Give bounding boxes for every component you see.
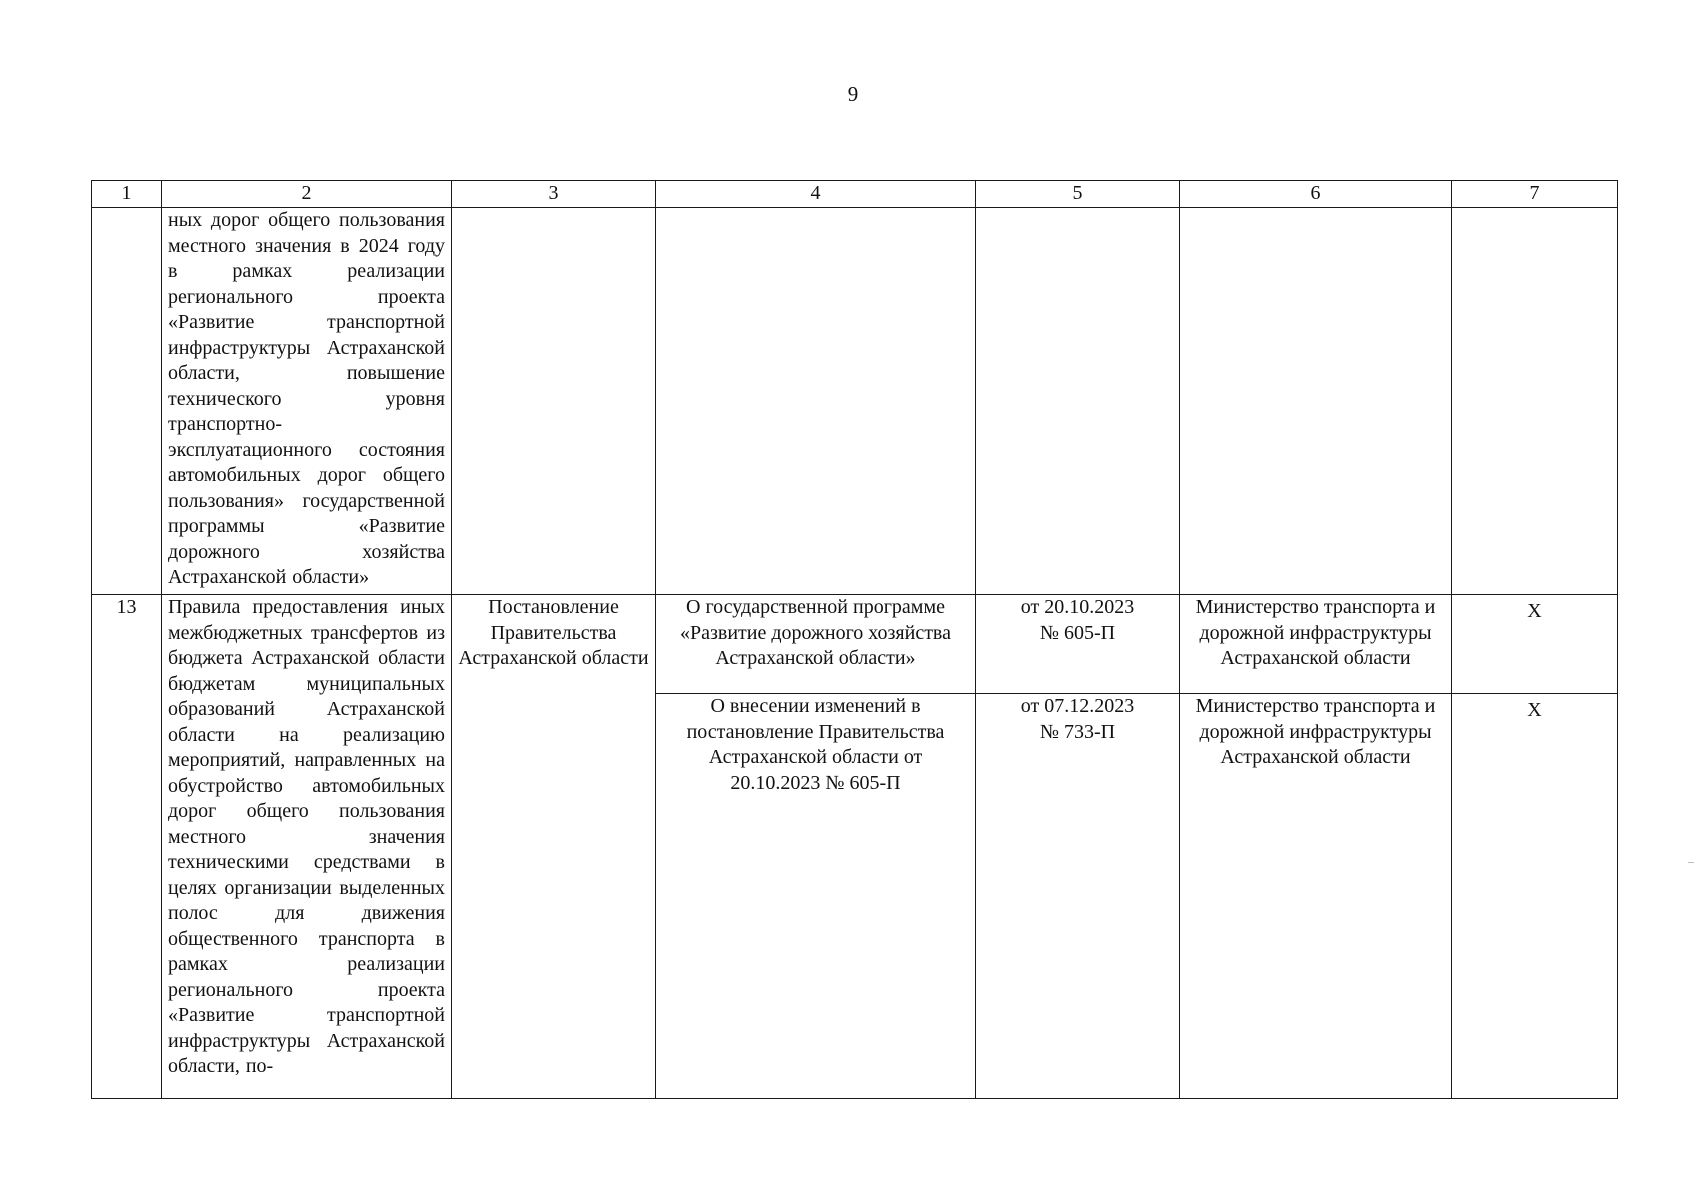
row-number-cell: 13 bbox=[92, 595, 162, 1099]
column-header: 6 bbox=[1180, 181, 1452, 208]
row-number-cell bbox=[92, 208, 162, 595]
x-mark: X bbox=[1527, 699, 1542, 721]
table-row-13 bbox=[92, 595, 1618, 694]
document-title-cell: О государственной программе «Развитие дорожного хозяйства Астраханской области» bbox=[656, 595, 976, 694]
document-date: от 20.10.2023 bbox=[1020, 596, 1135, 618]
description-cell: Правила предоставления иных межбюджетных трансфертов из бюджета Астраханской области бюджетам муниципальных образований Астраханской области на реализацию мероприятий, направленных на обустройство автомобильных дорог общего пользования местного значения техническими средствами в целях организации выделенных полос для движения общественного транспорта в рамках реализации регионального проекта «Развитие транспортной инфраструктуры Астраханской области, по- bbox=[162, 595, 452, 1099]
column-header: 4 bbox=[656, 181, 976, 208]
header-row bbox=[92, 181, 1618, 208]
description-cell: ных дорог общего пользования местного значения в 2024 году в рамках реализации регионального проекта «Развитие транспортной инфраструктуры Астраханской области, повышение технического уровня транспортно-эксплуатационного состояния автомобильных дорог общего пользования» государственной программы «Развитие дорожного хозяйства Астраханской области» bbox=[162, 208, 452, 595]
responsible-cell: Министерство транспорта и дорожной инфраструктуры Астраханской области bbox=[1180, 694, 1452, 1099]
responsible-cell bbox=[1180, 208, 1452, 595]
document-date-cell bbox=[976, 208, 1180, 595]
mark-cell bbox=[1452, 694, 1618, 1099]
x-mark: X bbox=[1527, 600, 1542, 622]
scan-mark bbox=[1688, 862, 1694, 863]
mark-cell bbox=[1452, 595, 1618, 694]
mark-cell bbox=[1452, 208, 1618, 595]
column-header: 1 bbox=[92, 181, 162, 208]
column-header: 5 bbox=[976, 181, 1180, 208]
document-title-cell bbox=[656, 208, 976, 595]
document-date-cell bbox=[976, 595, 1180, 694]
document-number: № 733-П bbox=[1039, 720, 1116, 743]
page-number: 9 bbox=[847, 82, 859, 106]
table-row-continuation bbox=[92, 208, 1618, 595]
document-date: от 07.12.2023 bbox=[1020, 695, 1135, 717]
document-number: № 605-П bbox=[1039, 621, 1116, 644]
document-title-cell: О внесении изменений в постановление Правительства Астраханской области от 20.10.2023 № 605-П bbox=[656, 694, 976, 1099]
column-header: 3 bbox=[452, 181, 656, 208]
column-header: 7 bbox=[1452, 181, 1618, 208]
document-type-cell: Постановление Правительства Астраханской области bbox=[452, 595, 656, 1099]
document-type-cell bbox=[452, 208, 656, 595]
responsible-cell: Министерство транспорта и дорожной инфраструктуры Астраханской области bbox=[1180, 595, 1452, 694]
column-header: 2 bbox=[162, 181, 452, 208]
document-table bbox=[91, 180, 1618, 1099]
document-date-cell bbox=[976, 694, 1180, 1099]
